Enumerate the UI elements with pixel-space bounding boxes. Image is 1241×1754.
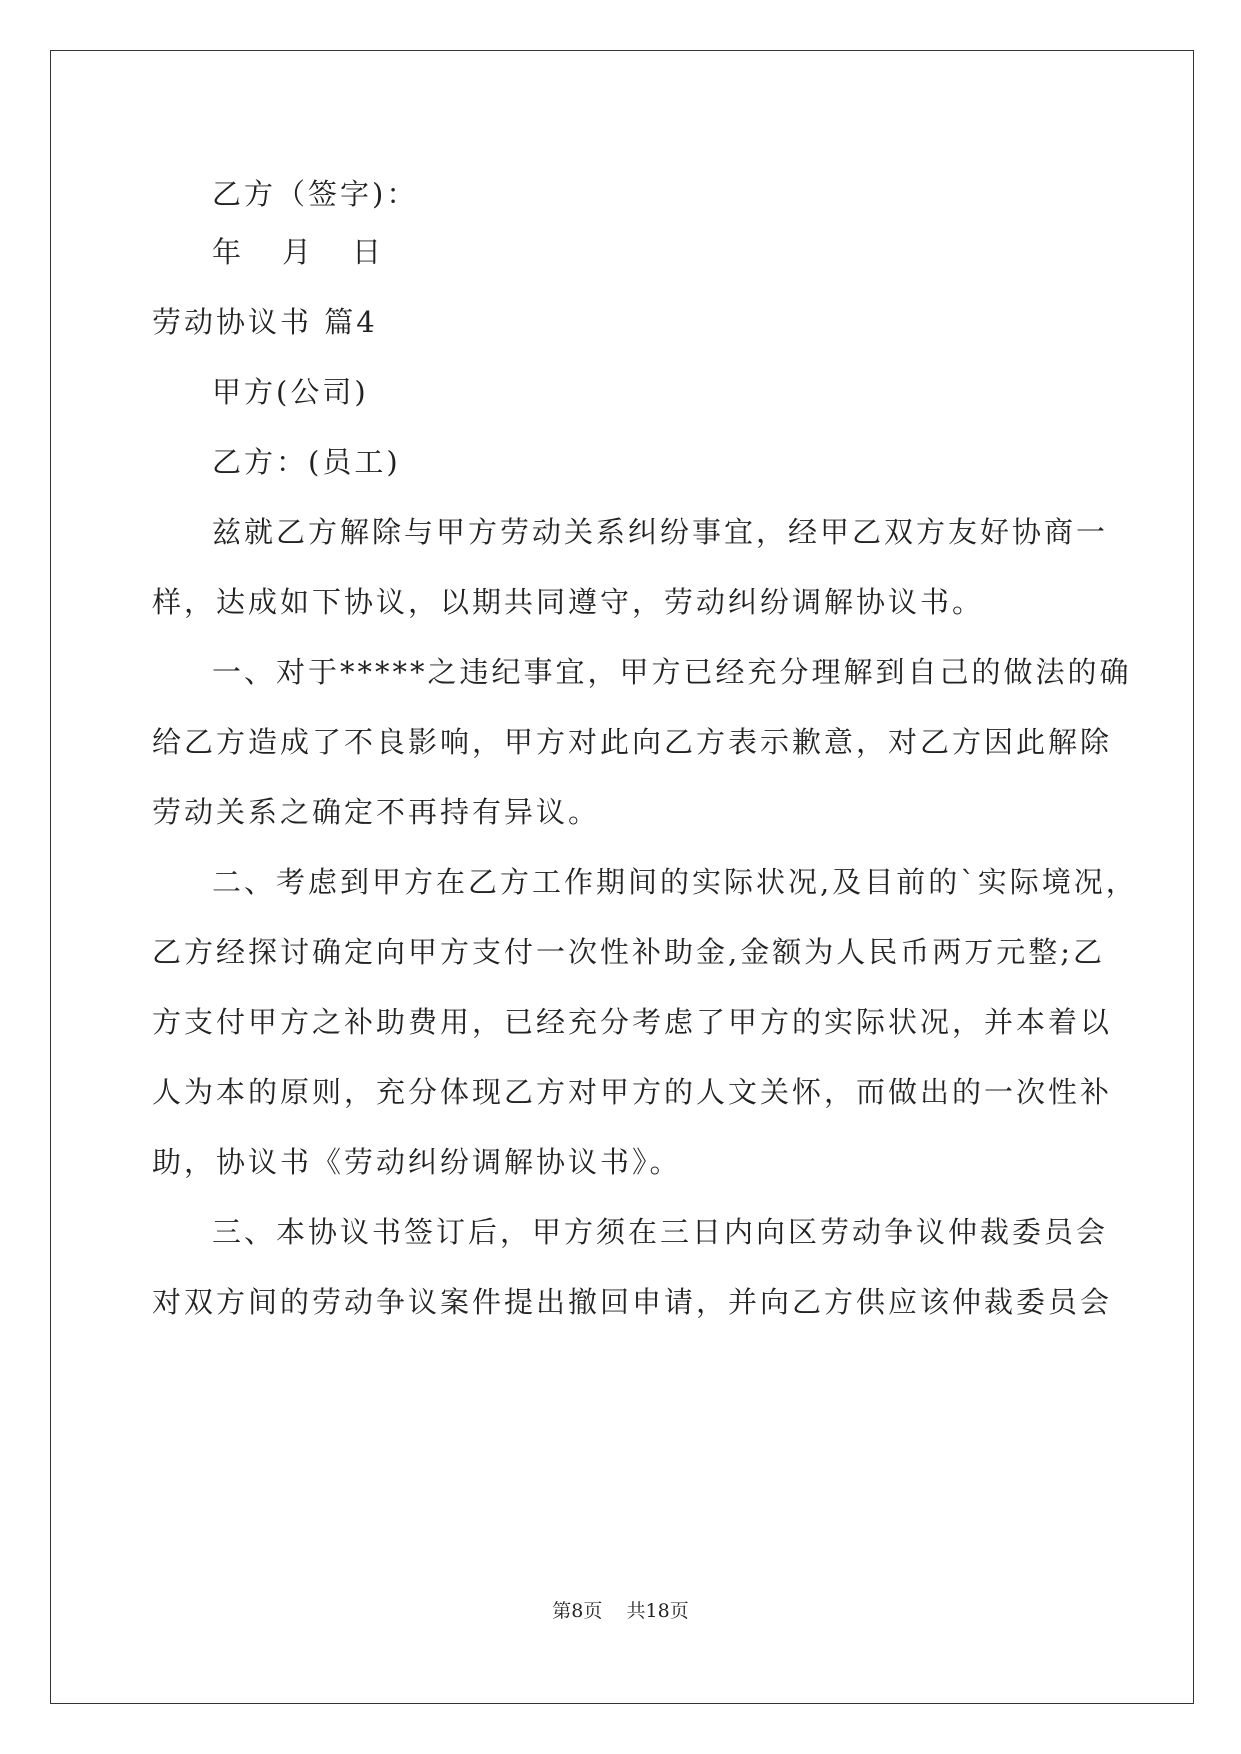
body-line: 人为本的原则，充分体现乙方对甲方的人文关怀，而做出的一次性补 — [152, 1075, 1113, 1109]
body-line: 劳动关系之确定不再持有异议。 — [152, 795, 601, 829]
date-month: 月 — [282, 235, 315, 269]
party-b-line: 乙方：(员工) — [212, 445, 401, 479]
body-line: 兹就乙方解除与甲方劳动关系纠纷事宜，经甲乙双方友好协商一 — [212, 515, 1109, 549]
body-line: 对双方间的劳动争议案件提出撤回申请，并向乙方供应该仲裁委员会 — [152, 1285, 1113, 1319]
body-line: 一、对于*****之违纪事宜，甲方已经充分理解到自己的做法的确 — [212, 655, 1132, 689]
date-year: 年 — [212, 235, 245, 269]
date-day: 日 — [352, 235, 385, 269]
page-total: 共18页 — [626, 1600, 689, 1622]
signature-line: 乙方（签字)： — [212, 177, 419, 211]
body-line: 给乙方造成了不良影响，甲方对此向乙方表示歉意，对乙方因此解除 — [152, 725, 1113, 759]
body-line: 二、考虑到甲方在乙方工作期间的实际状况,及目前的`实际境况， — [212, 865, 1138, 899]
date-line — [212, 232, 384, 272]
body-line: 助，协议书《劳动纠纷调解协议书》。 — [152, 1145, 682, 1179]
page-footer — [0, 1598, 1241, 1624]
party-a-line: 甲方(公司) — [212, 375, 369, 409]
section-title: 劳动协议书 篇4 — [152, 305, 378, 339]
page-number: 第8页 — [552, 1600, 603, 1622]
body-line: 样，达成如下协议，以期共同遵守，劳动纠纷调解协议书。 — [152, 585, 985, 619]
body-line: 乙方经探讨确定向甲方支付一次性补助金,金额为人民币两万元整;乙 — [152, 935, 1105, 969]
body-line: 方支付甲方之补助费用，已经充分考虑了甲方的实际状况，并本着以 — [152, 1005, 1113, 1039]
body-line: 三、本协议书签订后，甲方须在三日内向区劳动争议仲裁委员会 — [212, 1215, 1109, 1249]
